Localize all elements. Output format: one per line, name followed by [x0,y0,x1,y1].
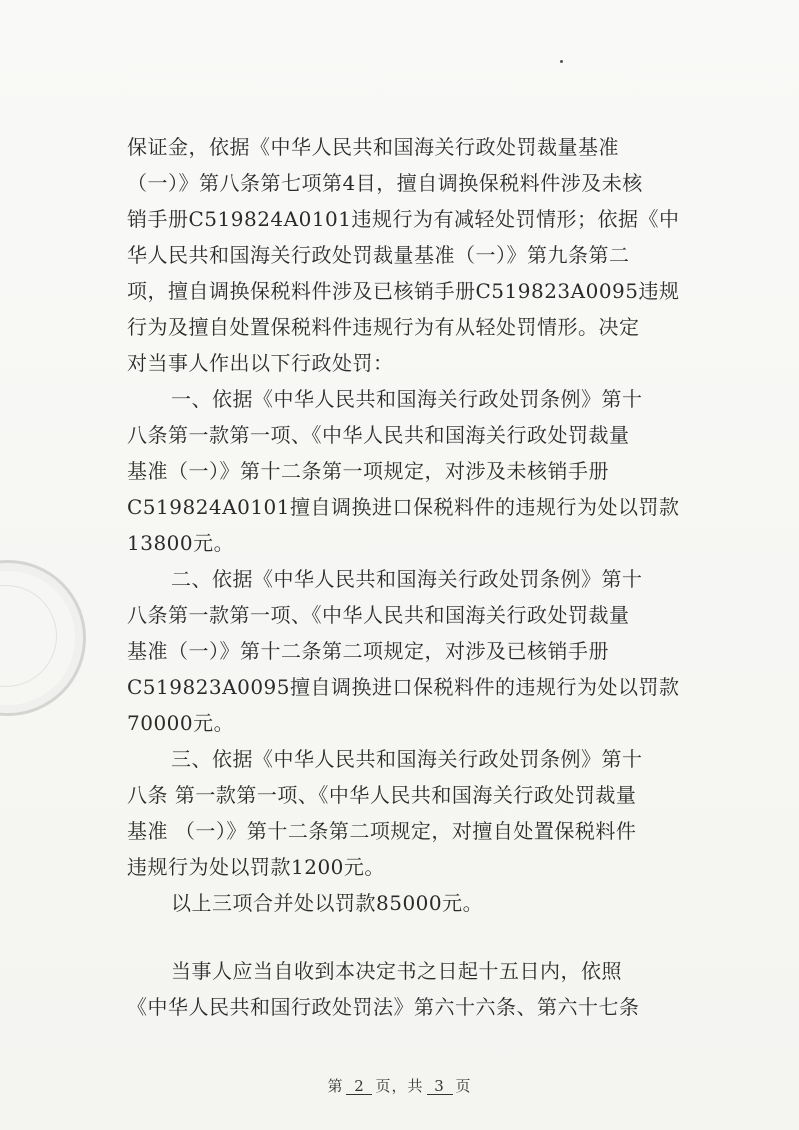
body-line: 八条第一款第一项、《中华人民共和国海关行政处罚裁量 [127,603,630,627]
footer-middle: 页，共 [375,1077,424,1095]
official-seal-stamp [0,560,86,716]
body-line: （一）》第八条第七项第4目，擅自调换保税料件涉及未核 [127,171,643,195]
body-line: 13800元。 [127,531,235,555]
body-line: 基准（一）》第十二条第一项规定，对涉及未核销手册 [127,459,609,483]
body-line: 对当事人作出以下行政处罚： [127,351,394,375]
body-line: 八条 第一款第一项、《中华人民共和国海关行政处罚裁量 [127,783,637,807]
penalty-item-2-line: 二、依据《中华人民共和国海关行政处罚条例》第十 [171,567,643,591]
body-line: 《中华人民共和国行政处罚法》第六十六条、第六十七条 [127,995,640,1019]
body-line: 基准（一）》第十二条第二项规定，对涉及已核销手册 [127,639,609,663]
body-line: 行为及擅自处置保税料件违规行为有从轻处罚情形。决定 [127,315,640,339]
body-line: C519824A0101擅自调换进口保税料件的违规行为处以罚款 [127,495,680,519]
page-footer [0,1075,799,1096]
document-body [127,129,680,1025]
body-line: 当事人应当自收到本决定书之日起十五日内，依照 [171,959,622,983]
penalty-item-1-line: 一、依据《中华人民共和国海关行政处罚条例》第十 [171,387,643,411]
body-line: 八条第一款第一项、《中华人民共和国海关行政处罚裁量 [127,423,630,447]
body-line: 销手册C519824A0101违规行为有减轻处罚情形；依据《中 [127,207,680,231]
penalty-item-3-line: 三、依据《中华人民共和国海关行政处罚条例》第十 [171,747,643,771]
footer-suffix: 页 [455,1077,472,1095]
body-line: 70000元。 [127,711,235,735]
body-line: C519823A0095擅自调换进口保税料件的违规行为处以罚款 [127,675,680,699]
footer-prefix: 第 [327,1077,344,1095]
body-line: 华人民共和国海关行政处罚裁量基准（一）》第九条第二 [127,243,630,267]
scan-speck [560,60,563,63]
total-pages-number: 3 [427,1078,453,1095]
paragraph-gap [127,921,667,953]
body-line: 违规行为处以罚款1200元。 [127,855,385,879]
total-penalty-line: 以上三项合并处以罚款85000元。 [171,891,484,915]
current-page-number: 2 [346,1078,372,1095]
body-line: 基准 （一）》第十二条第二项规定，对擅自处置保税料件 [127,819,637,843]
body-line: 项，擅自调换保税料件涉及已核销手册C519823A0095违规 [127,279,680,303]
body-line: 保证金，依据《中华人民共和国海关行政处罚裁量基准 [127,135,619,159]
